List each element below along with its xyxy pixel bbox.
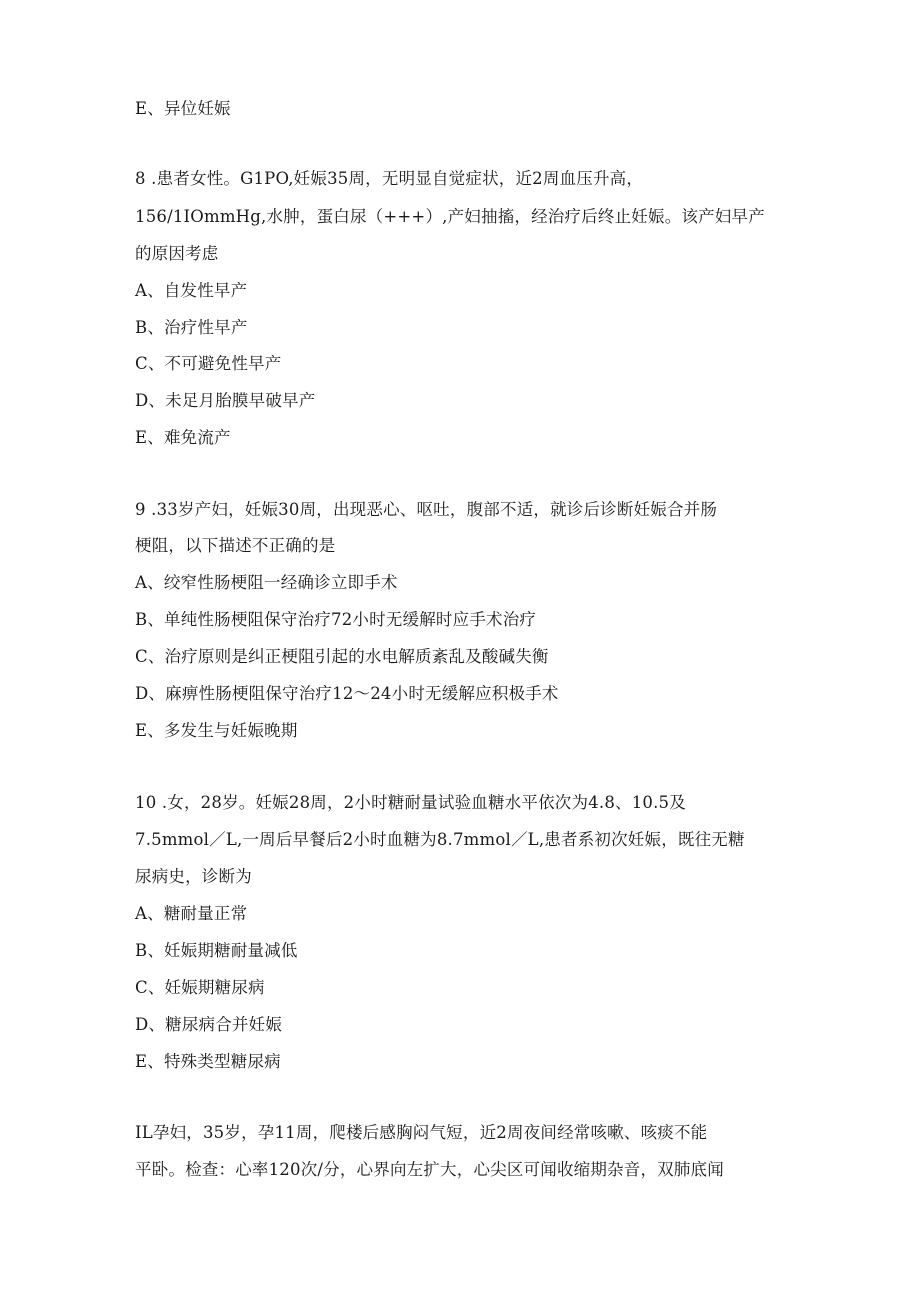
q9-stem-line-2: 梗阻，以下描述不正确的是 [135, 536, 336, 555]
q9-option-b: B、单纯性肠梗阻保守治疗72小时无缓解时应手术治疗 [135, 610, 537, 629]
q8-option-b: B、治疗性早产 [135, 318, 248, 337]
q8-stem-line-3: 的原因考虑 [135, 244, 219, 263]
q10-option-a: A、糖耐量正常 [135, 904, 248, 923]
q8-option-e: E、难免流产 [135, 428, 231, 447]
q11-stem-line-1: IL孕妇，35岁，孕11周，爬楼后感胸闷气短，近2周夜间经常咳嗽、咳痰不能 [135, 1123, 708, 1142]
q7-option-e: E、异位妊娠 [135, 99, 231, 118]
q9-option-e: E、多发生与妊娠晚期 [135, 721, 298, 740]
q10-stem-line-3: 尿病史，诊断为 [135, 867, 252, 886]
q10-stem-line-1: 10 .女，28岁。妊娠28周，2小时糖耐量试验血糖水平依次为4.8、10.5及 [135, 793, 686, 812]
q10-option-e: E、特殊类型糖尿病 [135, 1052, 281, 1071]
q9-option-c: C、治疗原则是纠正梗阻引起的水电解质紊乱及酸碱失衡 [135, 647, 549, 666]
q8-option-c: C、不可避免性早产 [135, 354, 282, 373]
q9-option-d: D、麻痹性肠梗阻保守治疗12～24小时无缓解应积极手术 [135, 684, 559, 703]
q10-stem-line-2: 7.5mmol／L,一周后早餐后2小时血糖为8.7mmol／L,患者系初次妊娠，既往无糖 [135, 830, 745, 849]
q10-option-b: B、妊娠期糖耐量减低 [135, 941, 298, 960]
q8-stem-line-2: 156/1IOmmHg,水肿，蛋白尿（+++）,产妇抽搐，经治疗后终止妊娠。该产妇早产 [135, 207, 765, 226]
q8-option-a: A、自发性早产 [135, 281, 248, 300]
q8-stem-line-1: 8 .患者女性。G1PO,妊娠35周，无明显自觉症状，近2周血压升高， [135, 169, 644, 188]
q9-stem-line-1: 9 .33岁产妇，妊娠30周，出现恶心、呕吐，腹部不适，就诊后诊断妊娠合并肠 [135, 500, 718, 519]
q9-option-a: A、绞窄性肠梗阻一经确诊立即手术 [135, 573, 398, 592]
q10-option-d: D、糖尿病合并妊娠 [135, 1015, 283, 1034]
q8-option-d: D、未足月胎膜早破早产 [135, 391, 316, 410]
q10-option-c: C、妊娠期糖尿病 [135, 978, 265, 997]
q11-stem-line-2: 平卧。检查：心率120次/分，心界向左扩大，心尖区可闻收缩期杂音，双肺底闻 [135, 1160, 724, 1179]
